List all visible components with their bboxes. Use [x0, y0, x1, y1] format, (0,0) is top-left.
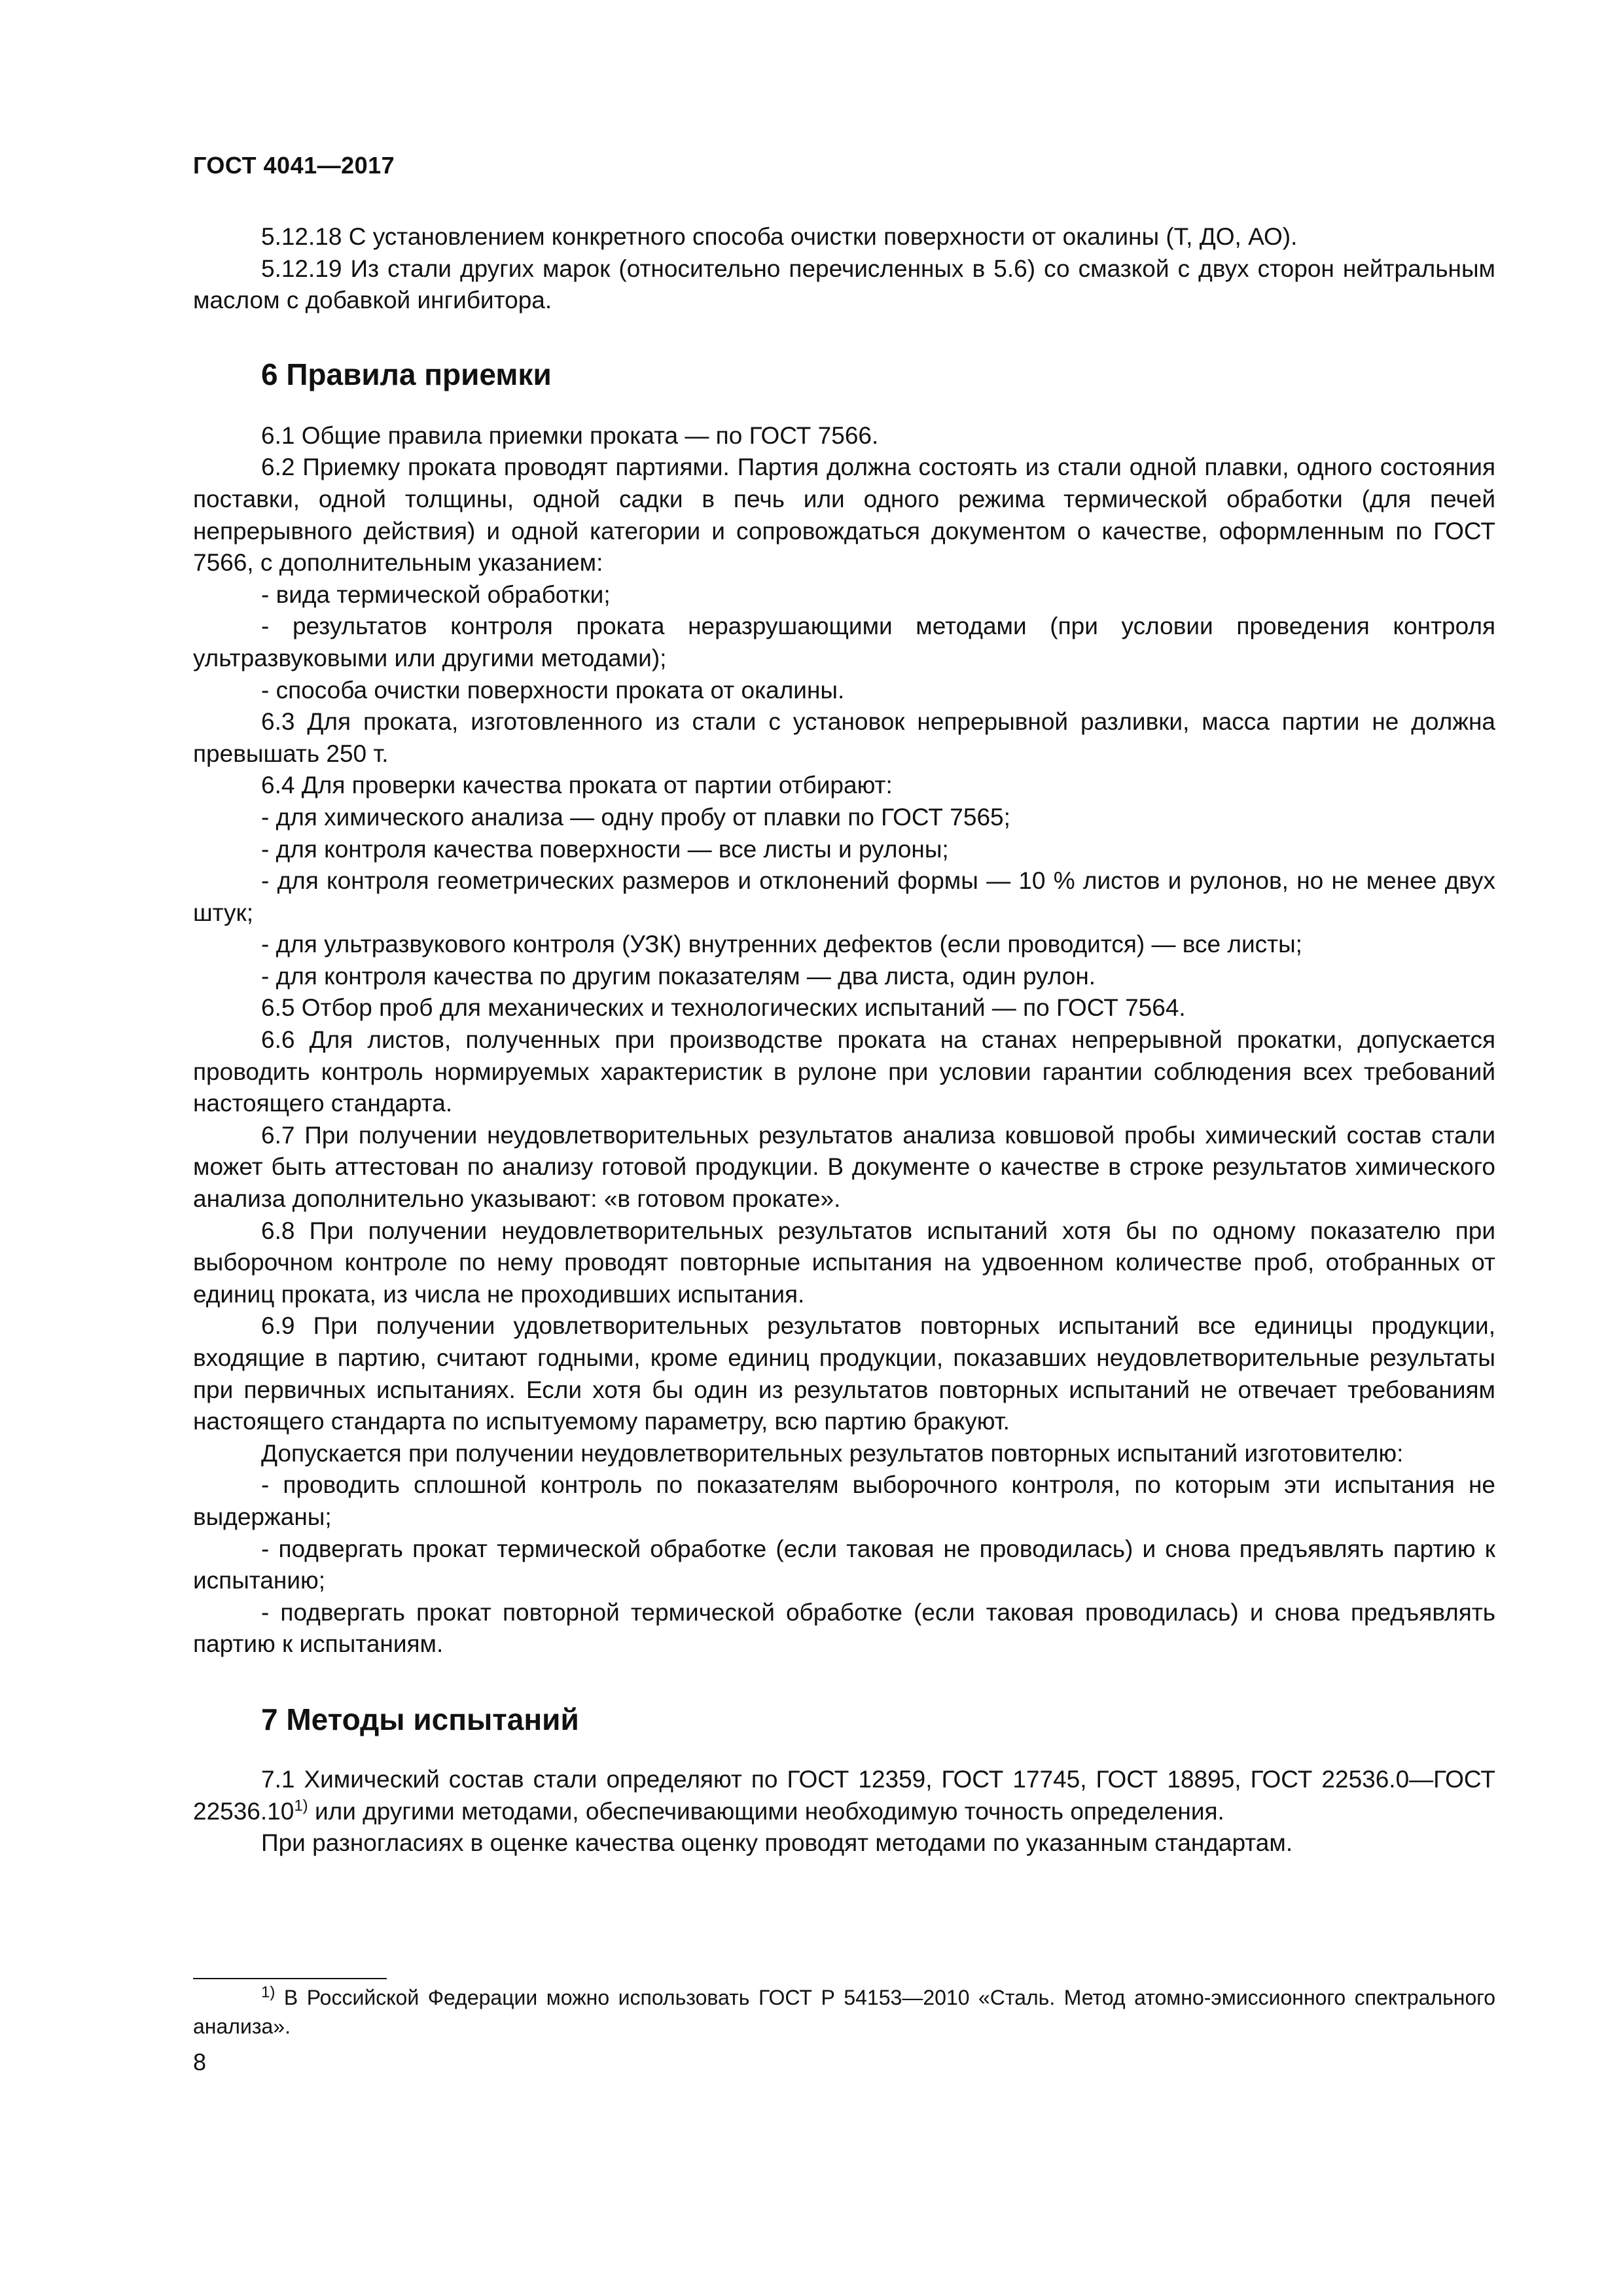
paragraph-6-2: 6.2 Приемку проката проводят партиями. Партия должна состоять из стали одной плавки, одного состояния поставки, одной толщины, одной садки в печь или одного режима термической обработки (для печей непрерывного действия) и одной категории и сопровождаться документом о качестве, оформленным по ГОСТ 7566, с дополнительным указанием: — [193, 454, 1495, 577]
list-item: - проводить сплошной контроль по показателям выборочного контроля, по которым эти испытания не выдержаны; — [193, 1471, 1495, 1530]
paragraph-allowed: Допускается при получении неудовлетворительных результатов повторных испытаний изготовителю: — [261, 1439, 1404, 1467]
list-item: - для ультразвукового контроля (УЗК) внутренних дефектов (если проводится) — все листы; — [261, 931, 1302, 958]
list-item: - способа очистки поверхности проката от окалины. — [261, 676, 845, 704]
paragraph-7-1 — [193, 1764, 1495, 1827]
list-item: - для контроля качества по другим показателям — два листа, один рулон. — [261, 962, 1096, 990]
list-item: - подвергать прокат повторной термической обработке (если таковая проводилась) и снова предъявлять партию к испытаниям. — [193, 1598, 1495, 1658]
list-item: - подвергать прокат термической обработке (если таковая не проводилась) и снова предъявлять партию к испытанию; — [193, 1535, 1495, 1594]
paragraph-6-3: 6.3 Для проката, изготовленного из стали с установок непрерывной разливки, масса партии не должна превышать 250 т. — [193, 708, 1495, 767]
paragraph-5-12-19: 5.12.19 Из стали других марок (относительно перечисленных в 5.6) со смазкой с двух сторон нейтральным маслом с добавкой ингибитора. — [193, 255, 1495, 314]
paragraph-6-8: 6.8 При получении неудовлетворительных результатов испытаний хотя бы по одному показателю при выборочном контроле по нему проводят повторные испытания на удвоенном количестве проб, отобранных от единиц проката, из числа не проходивших испытания. — [193, 1217, 1495, 1308]
list-item: - для контроля качества поверхности — все листы и рулоны; — [261, 835, 949, 863]
paragraph-6-1: 6.1 Общие правила приемки проката — по ГОСТ 7566. — [261, 422, 879, 449]
list-item: - для контроля геометрических размеров и отклонений формы — 10 % листов и рулонов, но не менее двух штук; — [193, 867, 1495, 926]
section-6-title: 6 Правила приемки — [261, 357, 552, 391]
document-header: ГОСТ 4041—2017 — [193, 152, 395, 179]
paragraph-6-5: 6.5 Отбор проб для механических и технологических испытаний — по ГОСТ 7564. — [261, 994, 1186, 1022]
document-body — [193, 221, 1495, 1859]
footnote-separator — [193, 1978, 387, 1979]
paragraph-7-1-text: 7.1 Химический состав стали определяют по ГОСТ 12359, ГОСТ 17745, ГОСТ 18895, ГОСТ 22536.0—ГОСТ 22536.10 — [193, 1765, 1495, 1825]
paragraph-6-9: 6.9 При получении удовлетворительных результатов повторных испытаний все единицы продукции, входящие в партию, считают годными, кроме единиц продукции, показавших неудовлетворительные результаты при первичных испытаниях. Если хотя бы один из результатов повторных испытаний не отвечает требованиям настоящего стандарта по испытуемому параметру, всю партию бракуют. — [193, 1312, 1495, 1435]
paragraph-7-1-text-end: или другими методами, обеспечивающими необходимую точность определения. — [308, 1797, 1224, 1825]
paragraph-6-7: 6.7 При получении неудовлетворительных результатов анализа ковшовой пробы химический состав стали может быть аттестован по анализу готовой продукции. В документе о качестве в строке результатов химического анализа дополнительно указывают: «в готовом прокате». — [193, 1121, 1495, 1213]
paragraph-disagreements: При разногласиях в оценке качества оценку проводят методами по указанным стандартам. — [261, 1829, 1293, 1857]
list-item: - результатов контроля проката неразрушающими методами (при условии проведения контроля ультразвуковыми или другими методами); — [193, 613, 1495, 672]
page-number: 8 — [193, 2049, 207, 2075]
section-7-title: 7 Методы испытаний — [261, 1702, 579, 1736]
footnote-reference: 1) — [294, 1797, 308, 1815]
footnote-text: В Российской Федерации можно использовать ГОСТ Р 54153—2010 «Сталь. Метод атомно-эмиссионного спектрального анализа». — [193, 1986, 1495, 2038]
footnote — [193, 1983, 1495, 2041]
list-item: - вида термической обработки; — [261, 581, 611, 608]
footnote-text-block — [193, 1983, 1495, 2041]
footnote-mark: 1) — [261, 1983, 276, 2001]
list-item: - для химического анализа — одну пробу от плавки по ГОСТ 7565; — [261, 803, 1010, 831]
paragraph-6-4: 6.4 Для проверки качества проката от партии отбирают: — [261, 772, 893, 799]
paragraph-6-6: 6.6 Для листов, полученных при производстве проката на станах непрерывной прокатки, допускается проводить контроль нормируемых характеристик в рулоне при условии гарантии соблюдения всех требований настоящего стандарта. — [193, 1026, 1495, 1117]
paragraph-5-12-18: 5.12.18 С установлением конкретного способа очистки поверхности от окалины (Т, ДО, АО). — [261, 223, 1298, 250]
